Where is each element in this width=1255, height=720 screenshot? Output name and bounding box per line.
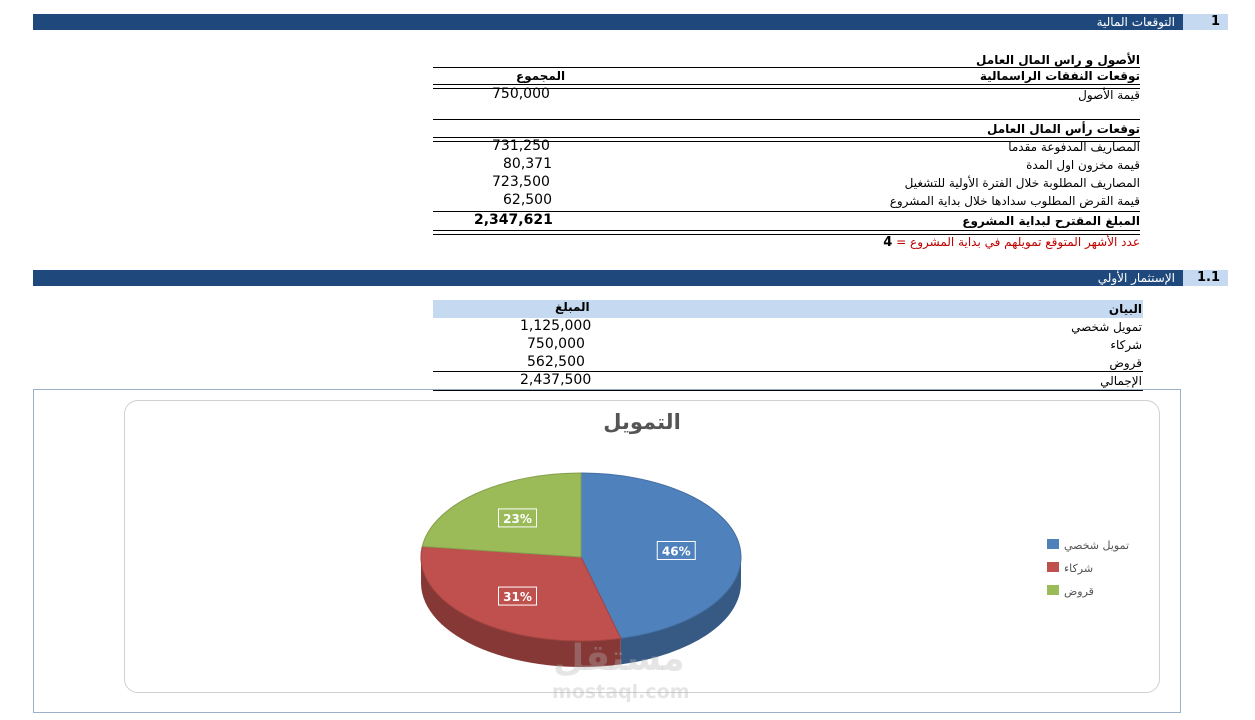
months-note-text: عدد الأشهر المتوقع تمويلهم في بداية المشروع = <box>896 235 1140 249</box>
funding-total-label: الإجمالي <box>1100 374 1142 388</box>
wc-total-label: المبلغ المقترح لبداية المشروع <box>962 214 1140 228</box>
total-column-header: المجموع <box>516 69 566 83</box>
section-1-1-number: 1.1 <box>1183 270 1228 286</box>
legend-swatch <box>1047 562 1059 572</box>
legend-swatch <box>1047 585 1059 595</box>
watermark-logo <box>553 638 685 679</box>
funding-col-amount: المبلغ <box>555 300 590 314</box>
months-value: 4 <box>883 235 893 250</box>
watermark-text: مستقل <box>553 638 685 679</box>
wc-row-label: قيمة مخزون اول المدة <box>1026 158 1140 172</box>
wc-row-label: المصاريف المدفوعة مقدما <box>1008 140 1140 154</box>
chart-title: التمويل <box>603 410 681 434</box>
wc-row-label: قيمة القرض المطلوب سدادها خلال بداية المشروع <box>889 194 1140 208</box>
capex-heading: توقعات النفقات الراسمالية <box>979 69 1140 83</box>
wc-row-value: 62,500 <box>503 192 552 208</box>
wc-row-value: 80,371 <box>503 156 552 172</box>
watermark-url: mostaql.com <box>552 681 690 703</box>
funding-row-label: قروض <box>1109 356 1142 370</box>
funding-row-value: 1,125,000 <box>520 318 592 334</box>
funding-col-desc: البيان <box>1108 302 1142 316</box>
legend-label: تمويل شخصي <box>1064 539 1130 552</box>
pie-data-label: 23% <box>503 511 532 526</box>
section-1-1-title: الإستثمار الأولي <box>33 270 1183 286</box>
legend-label: شركاء <box>1064 562 1094 575</box>
wc-row-label: المصاريف المطلوبة خلال الفترة الأولية للتشغيل <box>904 176 1140 190</box>
wc-row-value: 723,500 <box>492 174 550 190</box>
wc-row-value: 731,250 <box>492 138 550 154</box>
section-1-number: 1 <box>1183 14 1228 30</box>
funding-row-label: شركاء <box>1110 338 1142 352</box>
wc-total-value: 2,347,621 <box>474 212 553 228</box>
funding-row-value: 562,500 <box>527 354 585 370</box>
asset-value-label: قيمة الأصول <box>1078 88 1140 102</box>
asset-value: 750,000 <box>492 86 550 102</box>
section-1-title: التوقعات المالية <box>33 14 1183 30</box>
working-capital-heading: توقعات رأس المال العامل <box>987 122 1140 136</box>
funding-total-value: 2,437,500 <box>520 372 592 388</box>
pie-data-label: 31% <box>503 590 532 605</box>
funding-row-value: 750,000 <box>527 336 585 352</box>
legend-swatch <box>1047 539 1059 549</box>
pie-data-label: 46% <box>661 544 691 559</box>
funding-row-label: تمويل شخصي <box>1071 320 1142 334</box>
assets-heading: الأصول و راس المال العامل <box>976 53 1140 67</box>
legend-label: قروض <box>1064 585 1094 598</box>
